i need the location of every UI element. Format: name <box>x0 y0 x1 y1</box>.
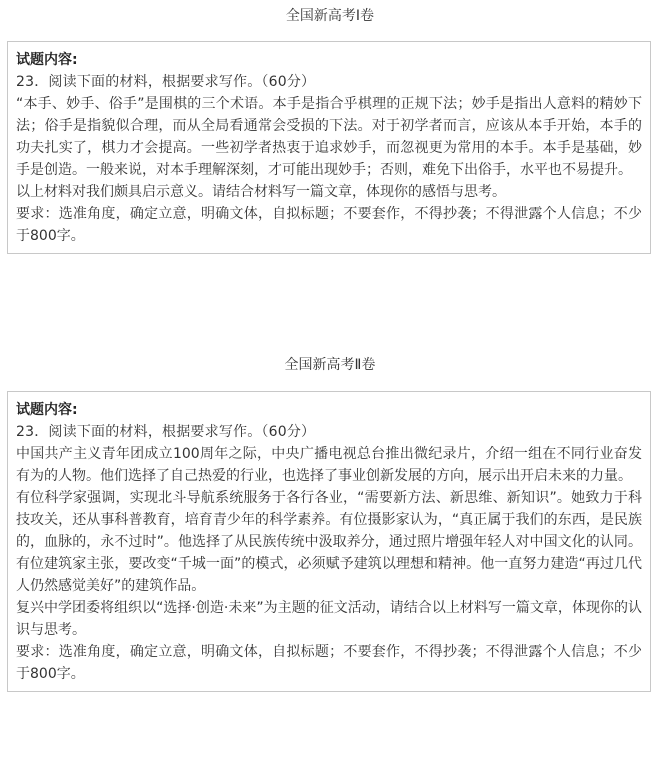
exam1-requirements-paragraph: 要求：选准角度，确定立意，明确文体，自拟标题；不要套作，不得抄袭；不得泄露个人信息；不少于800字。 <box>16 206 642 244</box>
exam1-material-paragraph: “本手、妙手、俗手”是围棋的三个术语。本手是指合乎棋理的正规下法；妙手是指出人意料的精妙下法；俗手是指貌似合理，而从全局看通常会受损的下法。对于初学者而言，应该从本手开始，本手的功夫扎实了，棋力才会提高。一些初学者热衷于追求妙手，而忽视更为常用的本手。本手是基础，妙手是创造。一般来说，对本手理解深刻，才可能出现妙手；否则，难免下出俗手，水平也不易提升。 <box>16 96 642 178</box>
exam2-instruction-paragraph: 复兴中学团委将组织以“选择·创造·未来”为主题的征文活动，请结合以上材料写一篇文章，体现你的认识与思考。 <box>16 600 642 638</box>
exam1-title: 全国新高考Ⅰ卷 <box>285 8 375 24</box>
exam1-question-header: 23．阅读下面的材料，根据要求写作。（60分） <box>16 74 316 90</box>
exam2-material-paragraph-2: 有位科学家强调，实现北斗导航系统服务于各行各业，“需要新方法、新思维、新知识”。她致力于科技攻关，还从事科普教育，培育青少年的科学素养。有位摄影家认为，“真正属于我们的东西，是民族的，血脉的，永不过时”。他选择了从民族传统中汲取养分，通过照片增强年轻人对中国文化的认同。有位建筑家主张，要改变“千城一面”的模式，必须赋予建筑以理想和精神。他一直努力建造“再过几代人仍然感觉美好”的建筑作品。 <box>16 490 642 594</box>
exam2-title: 全国新高考Ⅱ卷 <box>284 357 376 373</box>
exam2-requirements-paragraph: 要求：选准角度，确定立意，明确文体，自拟标题；不要套作，不得抄袭；不得泄露个人信息；不少于800字。 <box>16 644 642 682</box>
exam1-content-box <box>7 41 651 254</box>
exam2-content-box <box>7 391 651 692</box>
exam2-question-header: 23．阅读下面的材料，根据要求写作。（60分） <box>16 424 316 440</box>
exam1-content-label: 试题内容: <box>16 52 78 68</box>
exam1-instruction-paragraph: 以上材料对我们颇具启示意义。请结合材料写一篇文章，体现你的感悟与思考。 <box>16 184 506 200</box>
exam2-content-label: 试题内容: <box>16 402 78 418</box>
exam2-material-paragraph-1: 中国共产主义青年团成立100周年之际，中央广播电视总台推出微纪录片，介绍一组在不同行业奋发有为的人物。他们选择了自己热爱的行业，也选择了事业创新发展的方向，展示出开启未来的力量。 <box>16 446 642 484</box>
